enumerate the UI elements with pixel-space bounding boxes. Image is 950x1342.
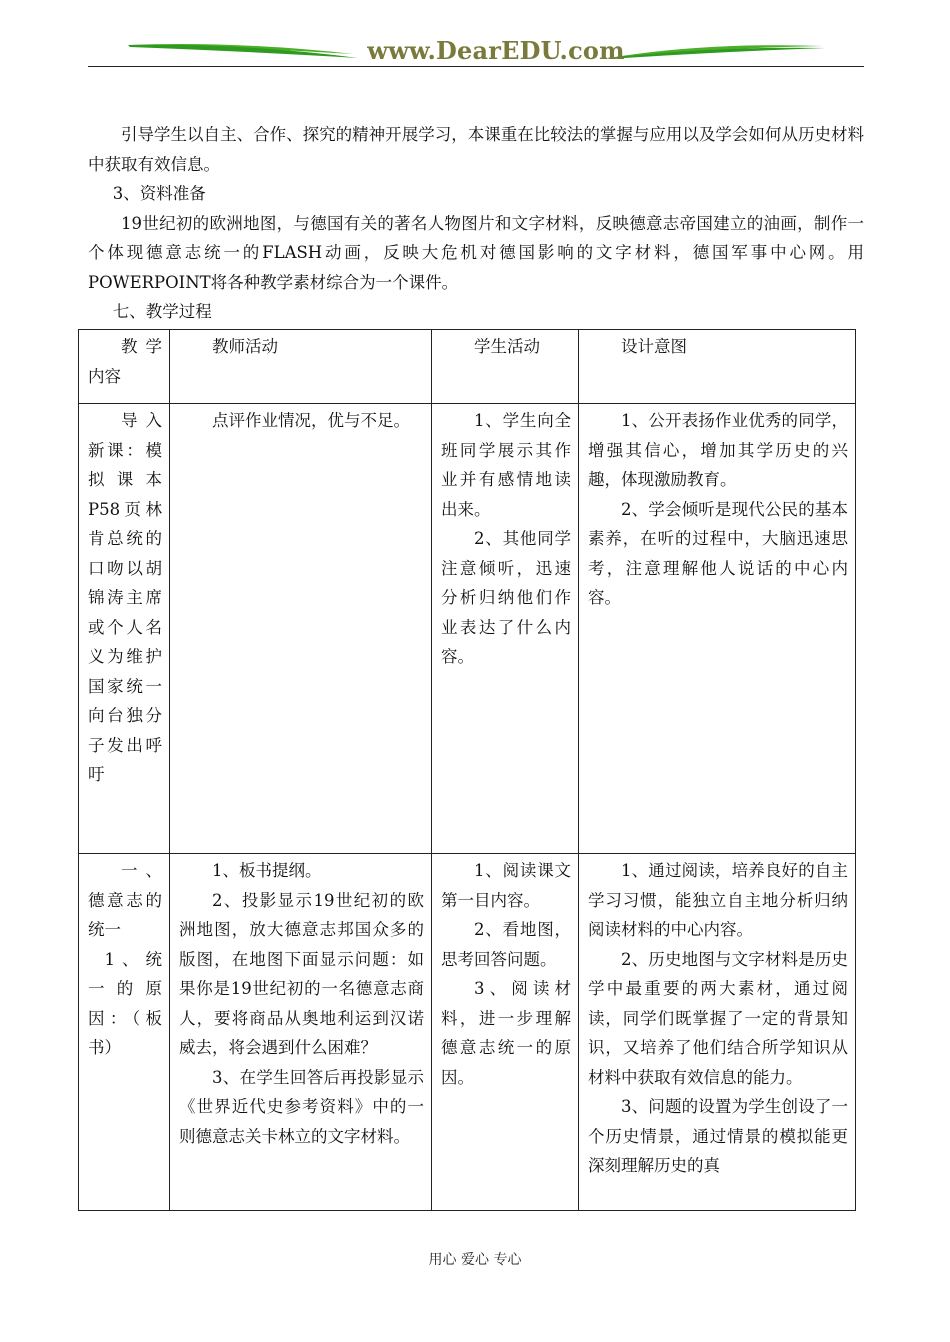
row2-student: 1、阅读课文第一目内容。 2、看地图，思考回答问题。 3、阅读材料，进一步理解德意志统一的原因。 [432,854,579,1211]
paragraph-materials: 19世纪初的欧洲地图，与德国有关的著名人物图片和文字材料，反映德意志帝国建立的油画，制作一个体现德意志统一的FLASH动画，反映大危机对德国影响的文字材料，德国军事中心网。用POWERPOINT将各种教学素材综合为一个课件。 [88,213,864,292]
heading-materials: 3、资料准备 [112,184,206,203]
row1-student: 1、学生向全班同学展示其作业并有感情地读出来。 2、其他同学注意倾听，迅速分析归纳他们作业表达了什么内容。 [432,404,579,854]
row2-teacher: 1、板书提纲。 2、投影显示19世纪初的欧洲地图，放大德意志邦国众多的版图，在地图下面显示问题：如果你是19世纪初的一名德意志商人，要将商品从奥地利运到汉诺威去，将会遇到什么困难？ 3、在学生回答后再投影显示《世界近代史参考资料》中的一则德意志关卡林立的文字材料。 [170,854,432,1211]
header-divider [88,66,864,67]
row1-content: 导 入新课：模拟课本P58页林肯总统的口吻以胡锦涛主席或个人名义为维护国家统一向台独分子发出呼吁 [79,404,170,854]
table-row [79,854,856,1211]
table-header-row [79,330,856,404]
header-teacher: 教师活动 [170,330,432,404]
body-text [88,120,864,327]
row1-teacher: 点评作业情况，优与不足。 [170,404,432,854]
row1-intent: 1、公开表扬作业优秀的同学，增强其信心，增加其学历史的兴趣，体现激励教育。 2、学会倾听是现代公民的基本素养，在听的过程中，大脑迅速思考，注意理解他人说话的中心内容。 [579,404,856,854]
row2-intent: 1、通过阅读，培养良好的自主学习习惯，能独立自主地分析归纳阅读材料的中心内容。 2、历史地图与文字材料是历史学中最重要的两大素材，通过阅读，同学们既掌握了一定的背景知识，又培养了他们结合所学知识从材料中获取有效信息的能力。 3、问题的设置为学生创设了一个历史情景，通过情景的模拟能更深刻理解历史的真 [579,854,856,1211]
page-header [88,28,864,72]
header-intent: 设计意图 [579,330,856,404]
site-brand: www.DearEDU.com [367,36,625,65]
page-footer: 用心 爱心 专心 [428,1252,522,1268]
header-content: 教 学内容 [79,330,170,404]
header-student: 学生活动 [432,330,579,404]
row2-content: 一 、德意志的统一 1、统一的原因：（板书） [79,854,170,1211]
paragraph-method: 引导学生以自主、合作、探究的精神开展学习，本课重在比较法的掌握与应用以及学会如何从历史材料中获取有效信息。 [88,125,864,174]
lesson-table [78,329,856,1211]
heading-process: 七、教学过程 [112,302,212,321]
table-row [79,404,856,854]
